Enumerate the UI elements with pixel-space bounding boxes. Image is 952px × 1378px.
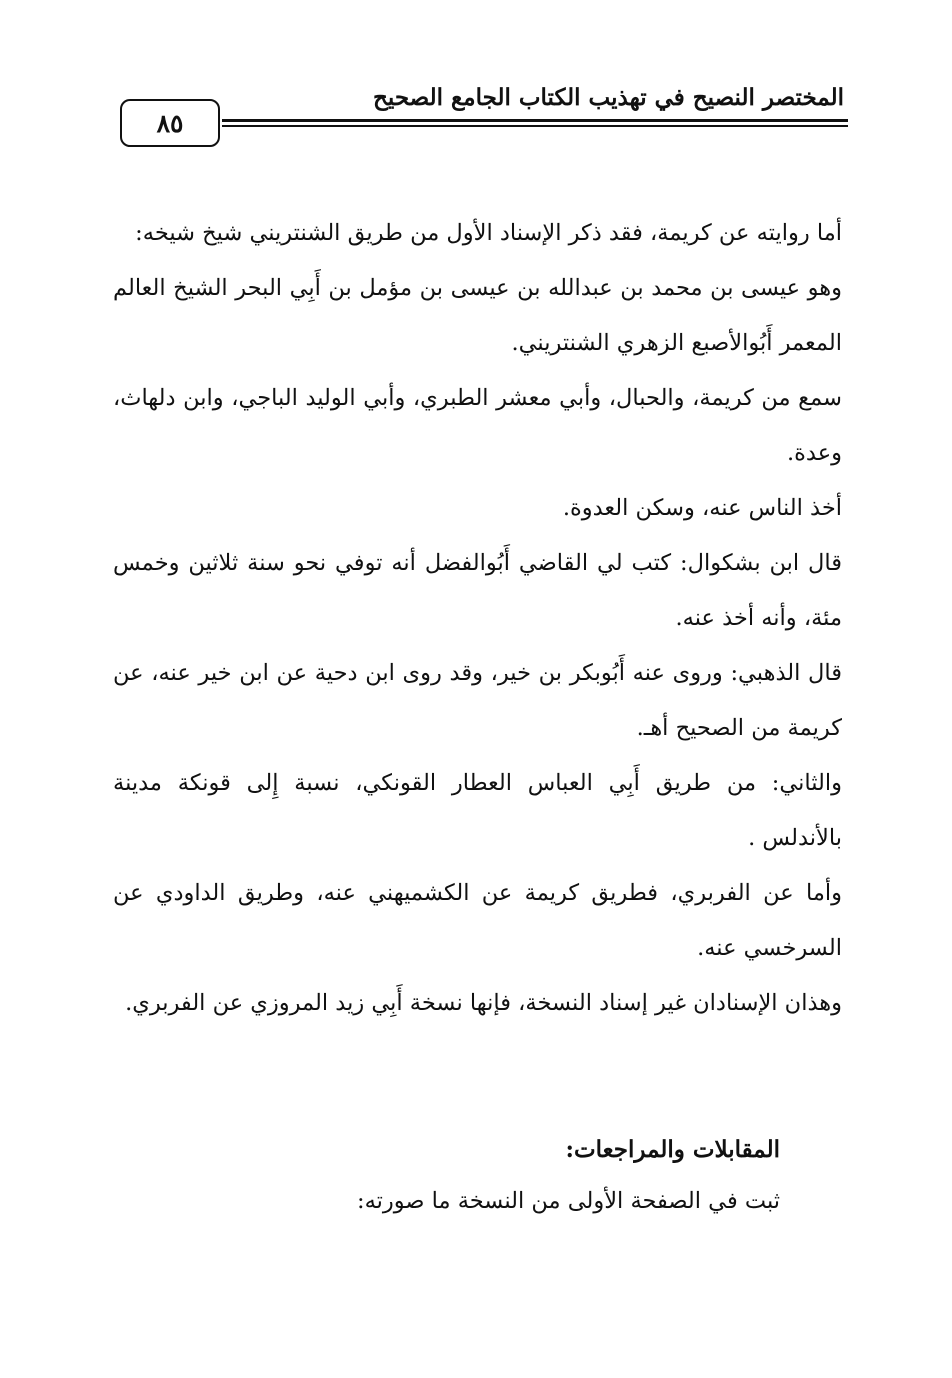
header-rule: [222, 119, 848, 122]
paragraph: وهو عيسى بن محمد بن عبدالله بن عيسى بن مؤمل بن أَبِي البحر الشيخ العالم المعمر أَبُوالأصبع الزهري الشنتريني.: [113, 275, 842, 356]
paragraph: وأما عن الفربري، فطريق كريمة عن الكشميهني عنه، وطريق الداودي عن السرخسي عنه.: [113, 880, 842, 961]
running-header-title: المختصر النصيح في تهذيب الكتاب الجامع الصحيح: [373, 84, 844, 111]
paragraph: قال الذهبي: وروى عنه أَبُوبكر بن خير، وقد روى ابن دحية عن ابن خير عنه، عن كريمة من الصحيح أهـ.: [113, 660, 842, 741]
section-text: ثبت في الصفحة الأولى من النسخة ما صورته:: [356, 1188, 780, 1214]
paragraph: قال ابن بشكوال: كتب لي القاضي أَبُوالفضل أنه توفي نحو سنة ثلاثين وخمس مئة، وأنه أخذ عنه.: [113, 550, 842, 631]
paragraph: وهذان الإسنادان غير إسناد النسخة، فإنها نسخة أَبِي زيد المروزي عن الفربري.: [125, 990, 842, 1016]
section-heading: المقابلات والمراجعات:: [565, 1136, 780, 1163]
paragraph: والثاني: من طريق أَبِي العباس العطار القونكي، نسبة إِلى قونكة مدينة بالأندلس .: [113, 770, 842, 851]
page-number: ٨٥: [120, 99, 220, 147]
main-text: [113, 206, 842, 1031]
paragraph: أما روايته عن كريمة، فقد ذكر الإسناد الأول من طريق الشنتريني شيخ شيخه:: [135, 220, 842, 246]
header-rule-thin: [222, 125, 848, 127]
paragraph: أخذ الناس عنه، وسكن العدوة.: [562, 495, 842, 521]
paragraph: سمع من كريمة، والحبال، وأبي معشر الطبري، وأبي الوليد الباجي، وابن دلهاث، وعدة.: [113, 385, 842, 466]
